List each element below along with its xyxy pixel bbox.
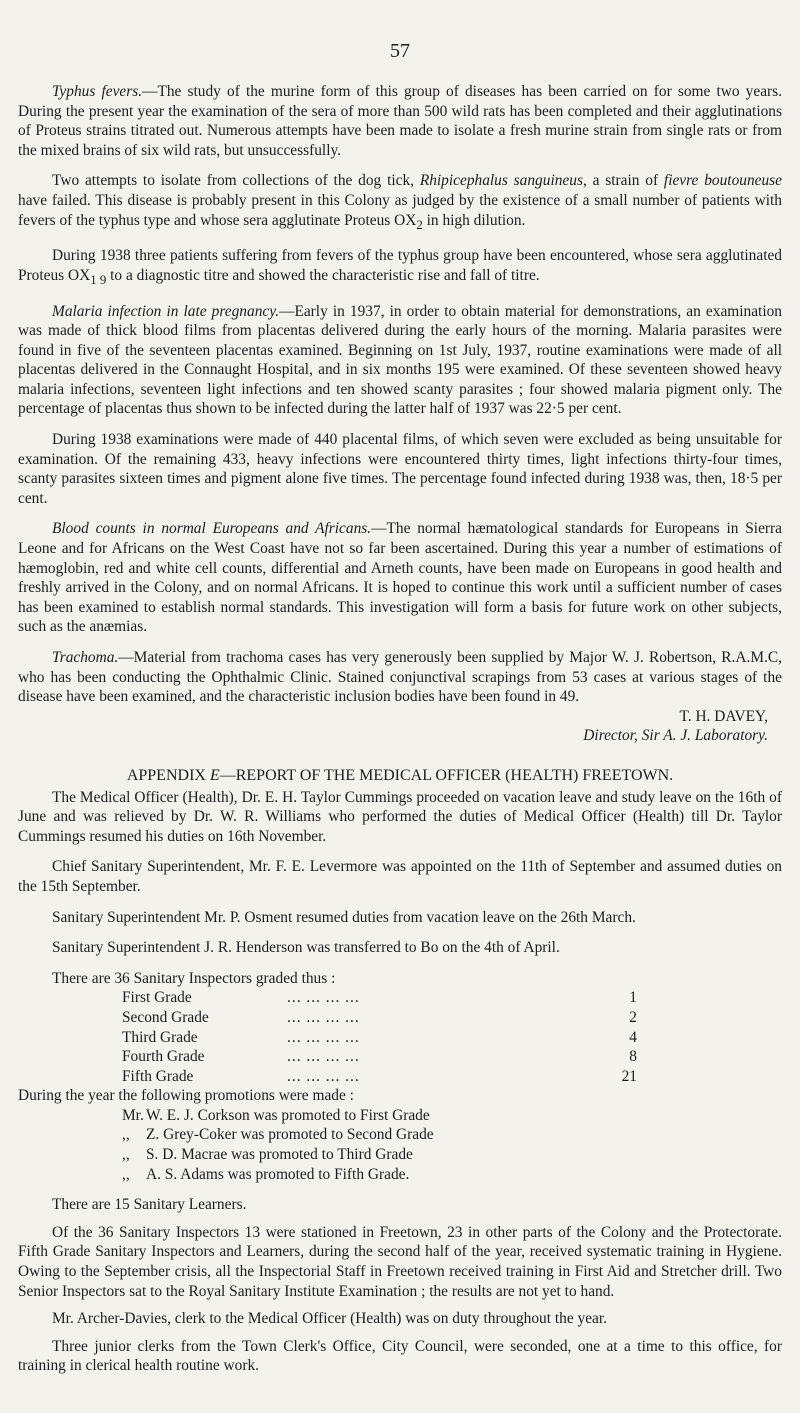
grades-list	[122, 988, 642, 1086]
grade-row: Fourth Grade ... ... ... ... 8	[122, 1048, 637, 1066]
appendix-paragraph-2: Chief Sanitary Superintendent, Mr. F. E. Levermore was appointed on the 11th of September and assumed duties on the 15th September.	[18, 858, 782, 895]
typhus-paragraph-3: During 1938 three patients suffering from fevers of the typhus group have been encountered, whose sera agglutinated Proteus $OX_{1 9}$ to a diagnostic titre and showed the characteristic rise and fall of titre.	[18, 247, 782, 287]
grade-row: Third Grade ... ... ... ... 4	[122, 1028, 637, 1046]
promotion-item: Mr. W. E. J. Corkson was promoted to First Grade	[122, 1106, 430, 1124]
malaria-title: Malaria infection in late pregnancy.	[52, 302, 280, 320]
blood-counts-paragraph: Blood counts in normal Europeans and Africans.—The normal hæmatological standards for Europeans in Sierra Leone and for Africans on the West Coast have not so far been ascertained. During this year a number of estimations of hæmoglobin, red and white cell counts, differential and Arneth counts, have been made on Europeans in good health and freshly arrived in the Colony, and on normal Africans. It is hoped to continue this work until a sufficient number of cases has been examined to establish normal standards. This investigation will form a basis for future work on other subjects, such as the anæmias.	[18, 520, 782, 636]
appendix-paragraph-7: There are 15 Sanitary Learners.	[52, 1196, 247, 1214]
page-number: 57	[390, 40, 410, 62]
blood-counts-title: Blood counts in normal Europeans and Africans.	[52, 520, 372, 538]
signature-name: T. H. DAVEY,	[679, 707, 768, 725]
appendix-paragraph-8: Of the 36 Sanitary Inspectors 13 were stationed in Freetown, 23 in other parts of the Colony and the Protectorate. Fifth Grade Sanitary Inspectors and Learners, during the second half of the year, received systematic training in Hygiene. Owing to the September crisis, all the Inspectorial Staff in Freetown received training in First Aid and Stretcher drill. Two Senior Inspectors sat to the Royal Sanitary Institute Examination ; the results are not yet to hand.	[18, 1223, 782, 1300]
grade-row: First Grade ... ... ... ... 1	[122, 989, 637, 1007]
promotion-item: ,, Z. Grey-Coker was promoted to Second Grade	[122, 1126, 434, 1144]
appendix-paragraph-3: Sanitary Superintendent Mr. P. Osment resumed duties from vacation leave on the 26th March.	[52, 908, 636, 926]
trachoma-title: Trachoma.	[52, 649, 119, 666]
grade-row: Fifth Grade ... ... ... ... 21	[122, 1067, 637, 1085]
appendix-heading: APPENDIX E—REPORT OF THE MEDICAL OFFICER (HEALTH) FREETOWN.	[126, 766, 674, 784]
appendix-paragraph-5: There are 36 Sanitary Inspectors graded thus :	[52, 969, 336, 987]
signature-title: Director, Sir A. J. Laboratory.	[583, 727, 768, 745]
malaria-paragraph-2: During 1938 examinations were made of 440 placental films, of which seven were excluded as being unsuitable for examination. Of the remaining 433, heavy infections were encountered thirty times, light infections thirty-four times, scanty parasites sixteen times and pigment alone five times. The percentage found infected during 1938 was, then, 18·5 per cent.	[18, 431, 782, 507]
typhus-title: Typhus fevers.	[52, 83, 143, 100]
typhus-paragraph-1: Typhus fevers.—The study of the murine form of this group of diseases has been carried on for some two years. During the present year the examination of the sera of more than 500 wild rats has been completed and their agglutinations of Proteus strains titrated out. Numerous attempts have been made to isolate a fresh murine strain from single rats or from the mixed brains of six wild rats, but unsuccessfully.	[18, 83, 782, 159]
appendix-paragraph-4: Sanitary Superintendent J. R. Henderson was transferred to Bo on the 4th of April.	[52, 939, 560, 957]
grade-row: Second Grade ... ... ... ... 2	[122, 1008, 637, 1026]
promotion-item: ,, A. S. Adams was promoted to Fifth Grade.	[122, 1165, 410, 1183]
promotions-list	[122, 1106, 782, 1184]
trachoma-paragraph: Trachoma.—Material from trachoma cases has very generously been supplied by Major W. J. Robertson, R.A.M.C, who has been conducting the Ophthalmic Clinic. Stained conjunctival scrapings from 53 cases at various stages of the disease have been examined, and the characteristic inclusion bodies have been found in 49.	[18, 649, 782, 706]
appendix-paragraph-1: The Medical Officer (Health), Dr. E. H. Taylor Cummings proceeded on vacation leave and study leave on the 16th of June and was relieved by Dr. W. R. Williams who performed the duties of Medical Officer (Health) till Dr. Taylor Cummings resumed his duties on 16th November.	[18, 788, 782, 845]
page-content	[18, 82, 782, 1376]
appendix-paragraph-9: Mr. Archer-Davies, clerk to the Medical Officer (Health) was on duty throughout the year.	[52, 1310, 608, 1328]
appendix-paragraph-10: Three junior clerks from the Town Clerk's Office, City Council, were seconded, one at a time to this office, for training in clerical health routine work.	[18, 1337, 782, 1375]
malaria-paragraph-1: Malaria infection in late pregnancy.—Early in 1937, in order to obtain material for demonstrations, an examination was made of thick blood films from placentas delivered during the early hours of the morning. Malaria parasites were found in five of the seventeen placentas examined. Beginning on 1st July, 1937, routine examinations were made of all placentas delivered in the Connaught Hospital, and in six months 195 were examined. Of these seventeen showed heavy malaria infections, seventeen light infections and ten showed scanty parasites ; four showed malaria pigment only. The percentage of placentas thus shown to be infected during the latter half of 1937 was 22·5 per cent.	[18, 302, 782, 418]
appendix-paragraph-6: During the year the following promotions were made :	[18, 1087, 354, 1105]
promotion-item: ,, S. D. Macrae was promoted to Third Grade	[122, 1146, 413, 1164]
typhus-paragraph-2: Two attempts to isolate from collections of the dog tick, Rhipicephalus sanguineus, a strain of fievre boutouneuse have failed. This disease is probably present in this Colony as judged by the existence of a small number of patients with fevers of the typhus type and whose sera agglutinate Proteus $OX_2$ in high dilution.	[18, 172, 782, 232]
